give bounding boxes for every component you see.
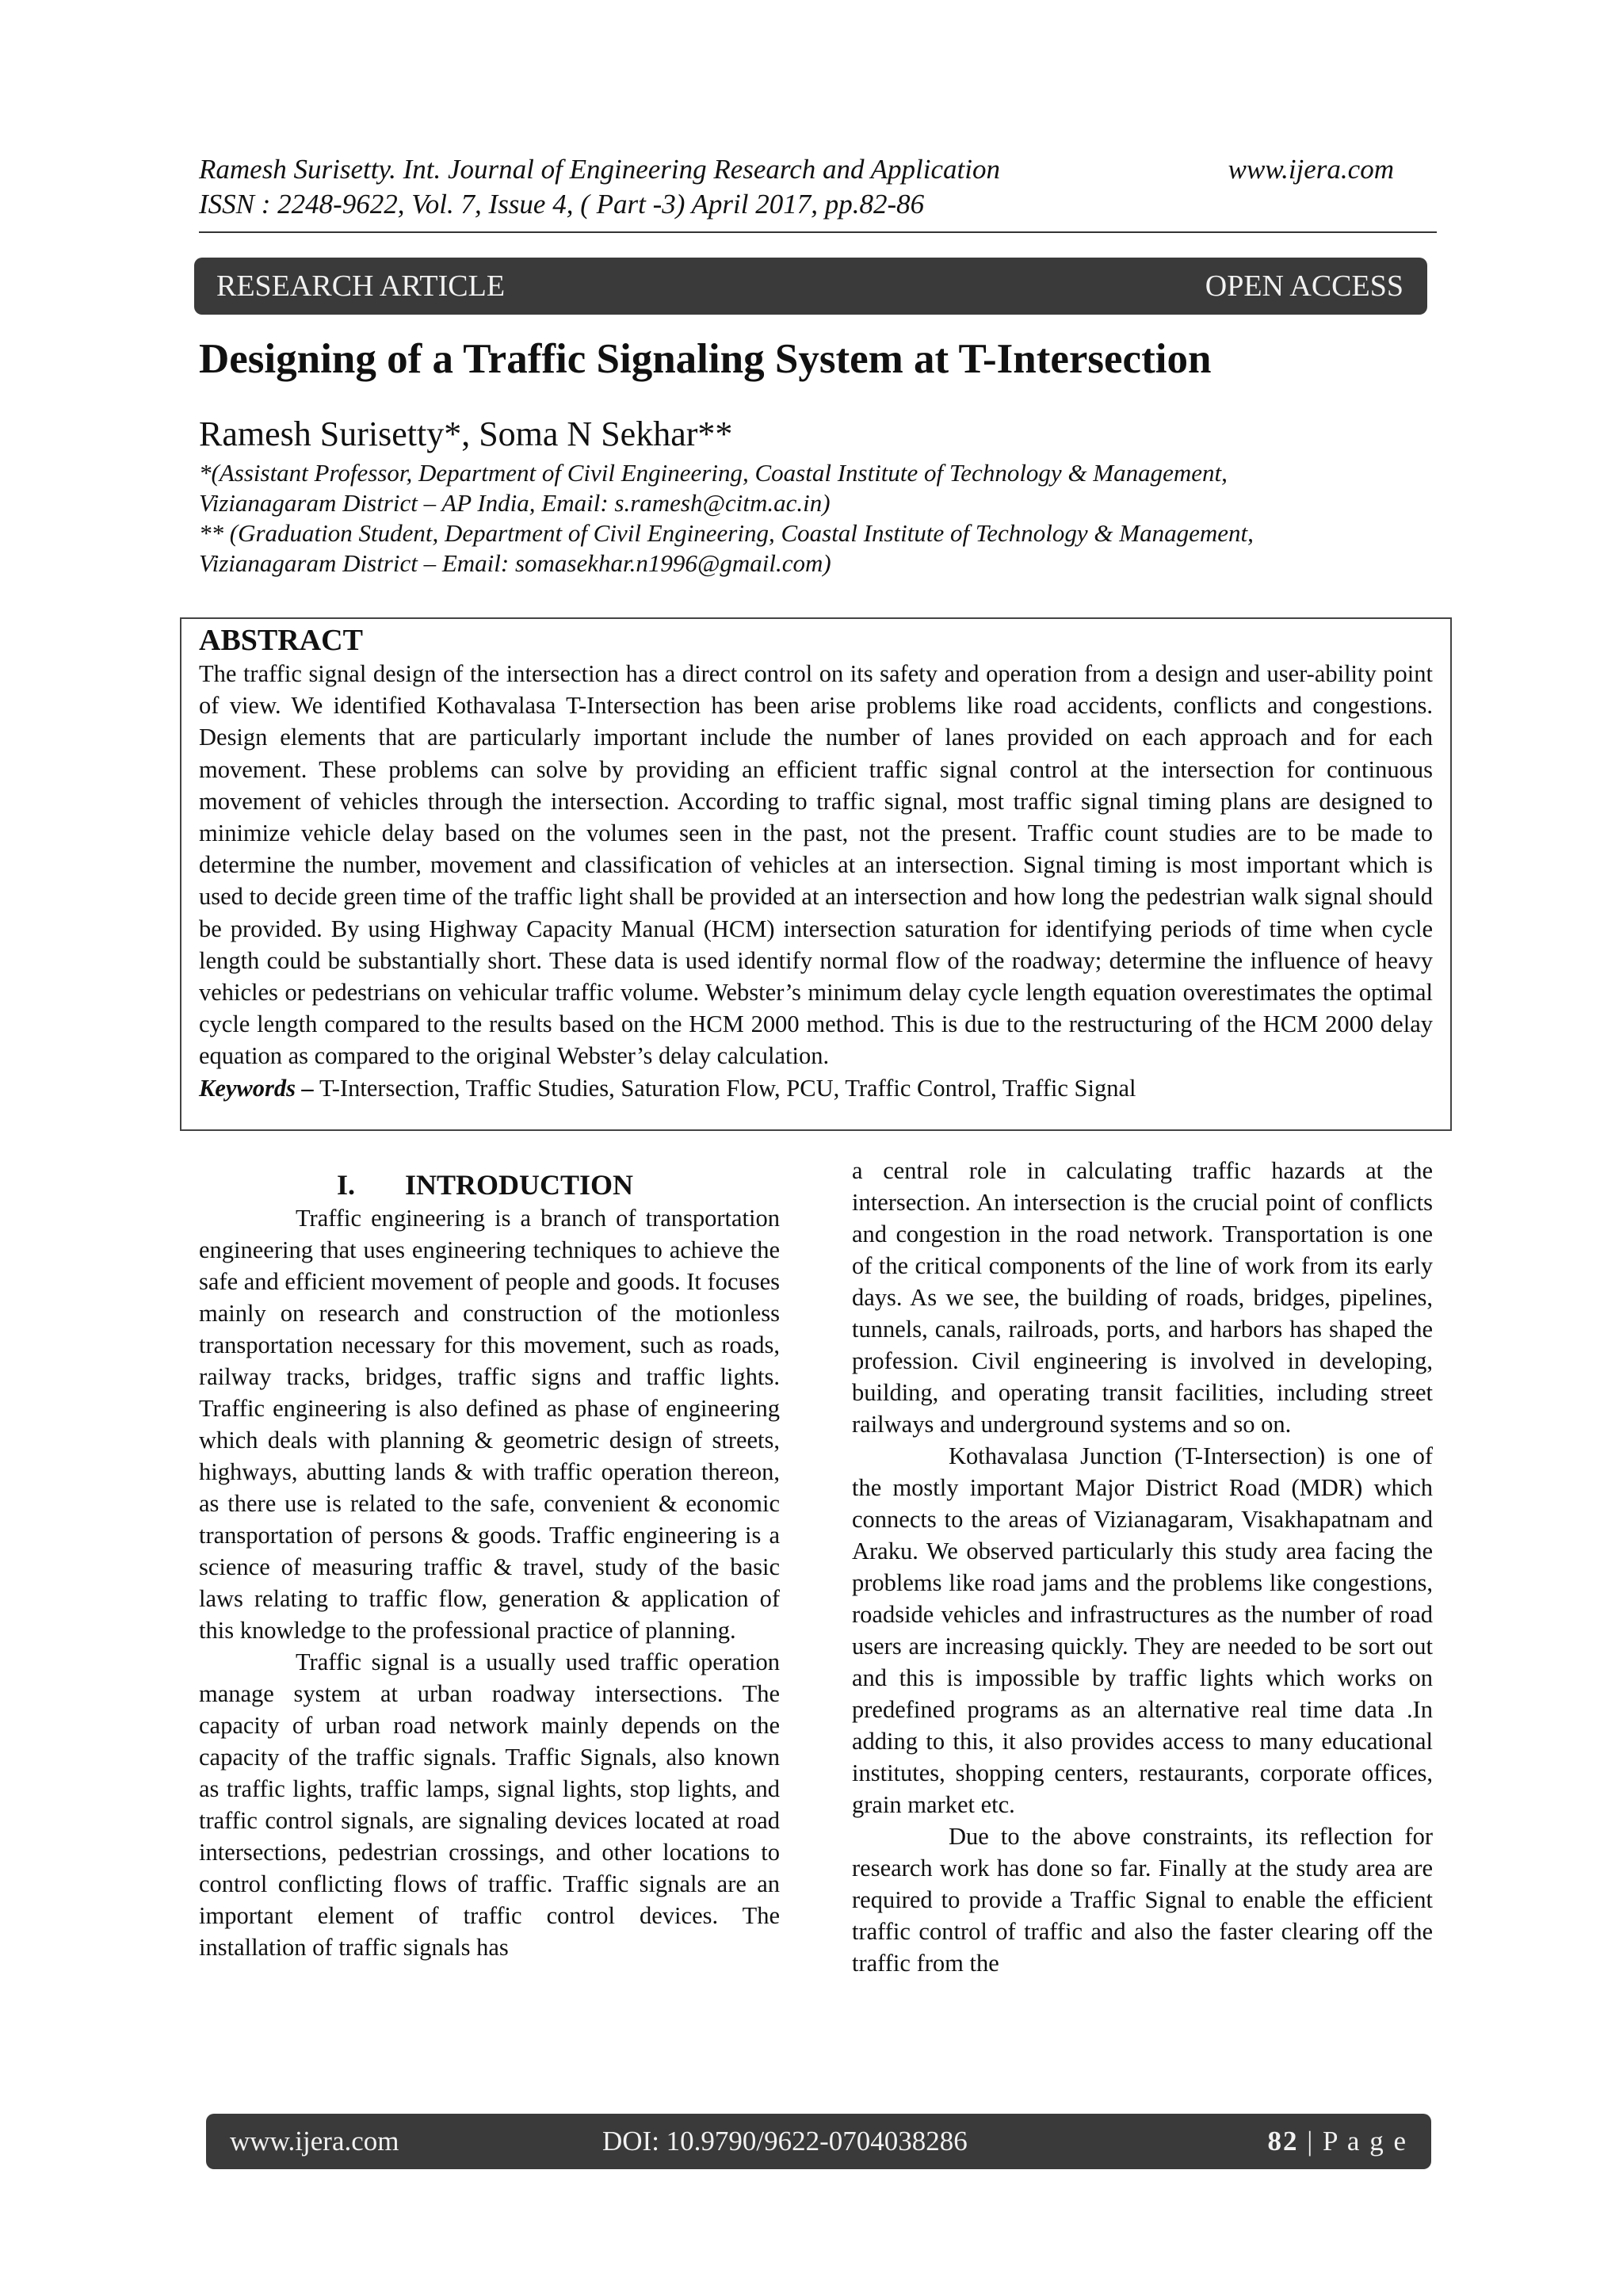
affiliation-line: *(Assistant Professor, Department of Civil Engineering, Coastal Institute of Technology & Management, bbox=[199, 459, 1228, 487]
research-article-label: RESEARCH ARTICLE bbox=[216, 269, 506, 303]
footer-website-link[interactable]: www.ijera.com bbox=[230, 2126, 399, 2157]
footer-doi: DOI: 10.9790/9622-0704038286 bbox=[602, 2126, 968, 2157]
page-footer bbox=[206, 2114, 1431, 2169]
running-head bbox=[199, 152, 1394, 222]
abstract-text: The traffic signal design of the intersection has a direct control on its safety and operation from a design and user-ability point of view. We identified Kothavalasa T-Intersection has been arise problems like road accidents, conflicts and congestions. Design elements that are particularly important include the number of lanes provided on each approach and for each movement. These problems can solve by providing an efficient traffic signal control at the intersection for continuous movement of vehicles through the intersection. According to traffic signal, most traffic signal timing plans are designed to minimize vehicle delay based on the volumes seen in the past, not the present. Traffic count studies are to be made to determine the number, movement and classification of vehicles at an intersection. Signal timing is most important which is used to decide green time of the traffic light shall be provided at an intersection and how long the pedestrian walk signal should be provided. By using Highway Capacity Manual (HCM) intersection saturation for identifying periods of time when cycle length could be substantially short. These data is used identify normal flow of the roadway; determine the influence of heavy vehicles or pedestrians on vehicular traffic volume. Webster’s minimum delay cycle length equation overestimates the optimal cycle length compared to the results based on the HCM 2000 method. This is due to the restructuring of the HCM 2000 delay equation as compared to the original Webster’s delay calculation. bbox=[199, 660, 1433, 1070]
keywords-label: Keywords – bbox=[199, 1074, 314, 1102]
open-access-label: OPEN ACCESS bbox=[1205, 269, 1403, 303]
right-column bbox=[852, 1155, 1433, 1979]
keywords-line bbox=[199, 1072, 1433, 1104]
keywords-list: T-Intersection, Traffic Studies, Saturation Flow, PCU, Traffic Control, Traffic Signal bbox=[319, 1074, 1136, 1102]
affiliation-line: Vizianagaram District – Email: somasekhar.n1996@gmail.com) bbox=[199, 549, 831, 577]
left-column bbox=[199, 1161, 780, 1963]
author-list: Ramesh Surisetty*, Soma N Sekhar** bbox=[199, 415, 733, 453]
abstract-heading: ABSTRACT bbox=[199, 624, 363, 657]
section-title: INTRODUCTION bbox=[405, 1169, 634, 1201]
section-number: I. bbox=[337, 1169, 356, 1201]
article-type-banner bbox=[194, 258, 1427, 315]
body-paragraph: Due to the above constraints, its reflection for research work has done so far. Finally at the study area are required to provide a Traffic Signal to enable the efficient traffic control of traffic and also the faster clearing off the traffic from the bbox=[852, 1823, 1433, 1977]
affiliations bbox=[199, 458, 1435, 579]
page-label: | P a g e bbox=[1298, 2126, 1407, 2157]
body-paragraph: Traffic signal is a usually used traffic operation manage system at urban roadway intersections. The capacity of urban road network mainly depends on the capacity of the traffic signals. Traffic Signals, also known as traffic lights, traffic lamps, signal lights, stop lights, and traffic control signals, are signaling devices located at road intersections, pedestrian crossings, and other locations to control conflicting flows of traffic. Traffic signals are an important element of traffic control devices. The installation of traffic signals has bbox=[199, 1648, 780, 1961]
journal-website-link[interactable]: www.ijera.com bbox=[1228, 154, 1394, 185]
affiliation-line: ** (Graduation Student, Department of Civil Engineering, Coastal Institute of Technology & Management, bbox=[199, 519, 1254, 547]
issn-line: ISSN : 2248-9622, Vol. 7, Issue 4, ( Part -3) April 2017, pp.82-86 bbox=[199, 189, 925, 220]
header-divider bbox=[199, 231, 1437, 233]
page-number-value: 82 bbox=[1267, 2126, 1299, 2157]
section-heading-introduction bbox=[199, 1167, 780, 1202]
affiliation-line: Vizianagaram District – AP India, Email: s.ramesh@citm.ac.in) bbox=[199, 489, 831, 517]
body-paragraph: Kothavalasa Junction (T-Intersection) is one of the mostly important Major District Road (MDR) which connects to the areas of Vizianagaram, Visakhapatnam and Araku. We observed particularly this study area facing the problems like road jams and the problems like congestions, roadside vehicles and infrastructures as the number of road users are increasing quickly. They are needed to be sort out and this is impossible by traffic lights which works on predefined programs as an alternative real time data .In adding to this, it also provides access to many educational institutes, shopping centers, restaurants, corporate offices, grain market etc. bbox=[852, 1442, 1433, 1818]
journal-citation: Ramesh Surisetty. Int. Journal of Engineering Research and Application bbox=[199, 154, 1000, 185]
body-paragraph: Traffic engineering is a branch of transportation engineering that uses engineering techniques to achieve the safe and efficient movement of people and goods. It focuses mainly on research and construction of the motionless transportation necessary for this movement, such as roads, railway tracks, bridges, traffic signs and traffic lights. Traffic engineering is also defined as phase of engineering which deals with planning & geometric design of streets, highways, abutting lands & with traffic operation thereon, as there use is related to the safe, convenient & economic transportation of persons & goods. Traffic engineering is a science of measuring traffic & travel, study of the basic laws relating to traffic flow, generation & application of this knowledge to the professional practice of planning. bbox=[199, 1205, 780, 1644]
page-number bbox=[1268, 2126, 1408, 2157]
body-paragraph: a central role in calculating traffic hazards at the intersection. An intersection is the crucial point of conflicts and congestion in the road network. Transportation is one of the critical components of the line of work from its early days. As we see, the building of roads, bridges, pipelines, tunnels, canals, railroads, ports, and harbors has shaped the profession. Civil engineering is involved in developing, building, and operating transit facilities, including street railways and underground systems and so on. bbox=[852, 1157, 1433, 1438]
abstract-box bbox=[180, 617, 1452, 1131]
paper-title: Designing of a Traffic Signaling System at T-Intersection bbox=[199, 336, 1212, 382]
